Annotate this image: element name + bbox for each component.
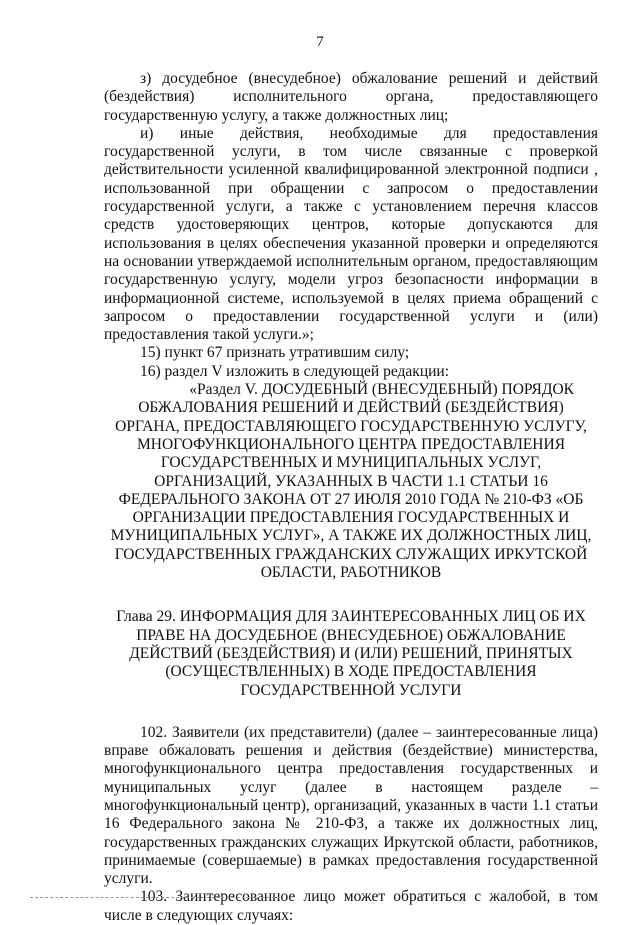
chapter-title: Глава 29. ИНФОРМАЦИЯ ДЛЯ ЗАИНТЕРЕСОВАННЫХ ЛИЦ ОБ ИХ ПРАВЕ НА ДОСУДЕБНОЕ (ВНЕСУДЕБНОЕ) ОБЖАЛОВАНИЕ ДЕЙСТВИЙ (БЕЗДЕЙСТВИЯ) И (ИЛИ) РЕШЕНИЙ, ПРИНЯТЫХ (ОСУЩЕСТВЛЕННЫХ) В ХОДЕ ПРЕДОСТАВЛЕНИЯ ГОСУДАРСТВЕННОЙ УСЛУГИ: [116, 608, 586, 699]
document-body: [104, 70, 598, 925]
footer-rule: [30, 897, 280, 898]
section-title: [104, 381, 598, 582]
paragraph-z: з) досудебное (внесудебное) обжалование решений и действий (бездействия) исполнительного органа, предоставляющего государственную услугу, а также должностных лиц;: [104, 70, 598, 124]
paragraph-102: 102. Заявители (их представители) (далее – заинтересованные лица) вправе обжаловать решения и действия (бездействие) министерства, многофункционального центра предоставления государственных и муниципальных услуг (далее в настоящем разделе – многофункциональный центр), организаций, указанных в части 1.1 статьи 16 Федерального закона № 210-ФЗ, а также их должностных лиц, государственных гражданских служащих Иркутской области, работников, принимаемые (совершаемые) в рамках предоставления государственной услуги.: [104, 723, 598, 888]
paragraph-16: 16) раздел V изложить в следующей редакции:: [140, 362, 450, 380]
section-title-rest: ОБЖАЛОВАНИЯ РЕШЕНИЙ И ДЕЙСТВИЙ (БЕЗДЕЙСТВИЯ) ОРГАНА, ПРЕДОСТАВЛЯЮЩЕГО ГОСУДАРСТВЕННУЮ УСЛУГУ, МНОГОФУНКЦИОНАЛЬНОГО ЦЕНТРА ПРЕДОСТАВЛЕНИЯ ГОСУДАРСТВЕННЫХ И МУНИЦИПАЛЬНЫХ УСЛУГ, ОРГАНИЗАЦИЙ, УКАЗАННЫХ В ЧАСТИ 1.1 СТАТЬИ 16 ФЕДЕРАЛЬНОГО ЗАКОНА ОТ 27 ИЮЛЯ 2010 ГОДА № 210-ФЗ «ОБ ОРГАНИЗАЦИИ ПРЕДОСТАВЛЕНИЯ ГОСУДАРСТВЕННЫХ И МУНИЦИПАЛЬНЫХ УСЛУГ», А ТАКЖЕ ИХ ДОЛЖНОСТНЫХ ЛИЦ, ГОСУДАРСТВЕННЫХ ГРАЖДАНСКИХ СЛУЖАЩИХ ИРКУТСКОЙ ОБЛАСТИ, РАБОТНИКОВ: [110, 399, 592, 582]
section-title-first-line: «Раздел V. ДОСУДЕБНЫЙ (ВНЕСУДЕБНЫЙ) ПОРЯДОК: [189, 381, 574, 399]
paragraph-15: 15) пункт 67 признать утратившим силу;: [140, 344, 410, 362]
page-number: 7: [316, 34, 324, 50]
paragraph-i: и) иные действия, необходимые для предоставления государственной услуги, в том числе связанные с проверкой действительности усиленной квалифицированной электронной подписи , использованной при обращении с запросом о предоставлении государственной услуги, а также с установлением перечня классов средств удостоверяющих центров, которые допускаются для использования в целях обеспечения указанной проверки и определяются на основании утверждаемой исполнительным органом, предоставляющим государственную услугу, модели угроз безопасности информации в информационной системе, используемой в целях приема обращений с запросом о предоставлении государственной услуги и (или) предоставления такой услуги.»;: [104, 124, 598, 344]
paragraph-103: 103. Заинтересованное лицо может обратиться с жалобой, в том числе в следующих случаях:: [104, 888, 598, 924]
spacer: [104, 700, 598, 724]
